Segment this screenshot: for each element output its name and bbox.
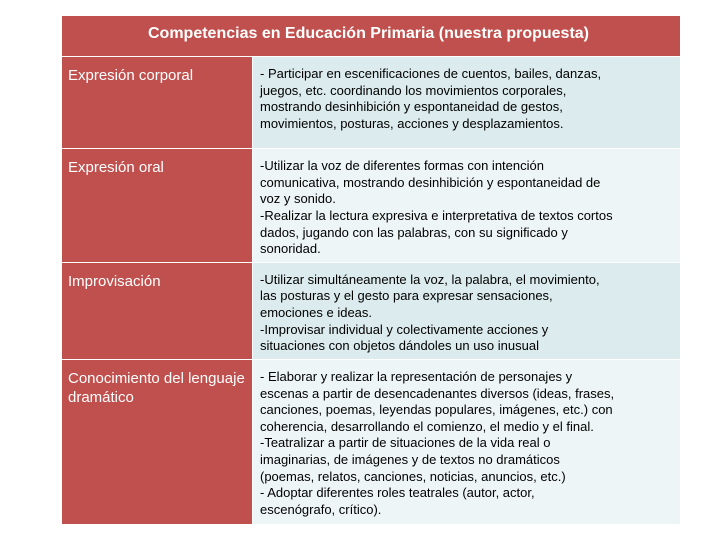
table-title-cell [62,16,680,57]
content-line: sonoridad. [260,241,321,257]
row-label-improvisacion: Improvisación [62,262,253,359]
content-line: juegos, etc. coordinando los movimientos corporales, [260,82,567,98]
competencias-table [62,16,680,525]
content-line: - Adoptar diferentes roles teatrales (autor, actor, [260,485,535,501]
content-line: situaciones con objetos dándoles un uso inusual [260,338,539,354]
content-line: dados, jugando con las palabras, con su significado y [260,224,568,240]
table-row-lenguaje-dramatico [62,359,680,524]
content-line: las posturas y el gesto para expresar sensaciones, [260,288,553,304]
content-line: -Realizar la lectura expresiva e interpretativa de textos cortos [260,207,613,223]
row-label-expresion-oral: Expresión oral [62,149,253,263]
content-line: voz y sonido. [260,191,336,207]
table-row-improvisacion [62,262,680,359]
content-line: - Participar en escenificaciones de cuentos, bailes, danzas, [260,66,602,81]
content-line: (poemas, relatos, canciones, noticias, anuncios, etc.) [260,468,566,484]
content-line: comunicativa, mostrando desinhibición y espontaneidad de [260,174,601,190]
content-line: emociones e ideas. [260,305,373,320]
content-line: escenas a partir de desencadenantes diversos (ideas, frases, [260,385,615,401]
row-content-improvisacion [253,262,681,359]
content-line: canciones, poemas, leyendas populares, imágenes, etc.) con [260,402,613,418]
content-line: - Elaborar y realizar la representación de personajes y [260,368,573,384]
row-label-lenguaje-dramatico: Conocimiento del lenguaje dramático [62,359,253,524]
content-line: -Teatralizar a partir de situaciones de la vida real o [260,435,551,451]
content-line: movimientos, posturas, acciones y desplazamientos. [260,115,564,131]
table-row-expresion-oral [62,149,680,263]
table-title: Competencias en Educación Primaria (nuestra propuesta) [148,25,590,42]
content-line: -Improvisar individual y colectivamente acciones y [260,321,549,337]
content-line: -Utilizar la voz de diferentes formas con intención [260,158,544,173]
row-content-lenguaje-dramatico [253,359,681,524]
content-line: -Utilizar simultáneamente la voz, la palabra, el movimiento, [260,271,600,287]
table-row-expresion-corporal [62,57,680,149]
row-content-expresion-corporal [253,57,681,149]
row-content-expresion-oral [253,149,681,263]
content-line: coherencia, desarrollando el comienzo, el medio y el final. [260,418,594,434]
table-header-row [62,16,680,57]
content-line: mostrando desinhibición y espontaneidad de gestos, [260,99,563,115]
row-label-expresion-corporal: Expresión corporal [62,57,253,149]
content-line: escenógrafo, crítico). [260,501,382,517]
content-line: imaginarias, de imágenes y de textos no dramáticos [260,452,560,467]
